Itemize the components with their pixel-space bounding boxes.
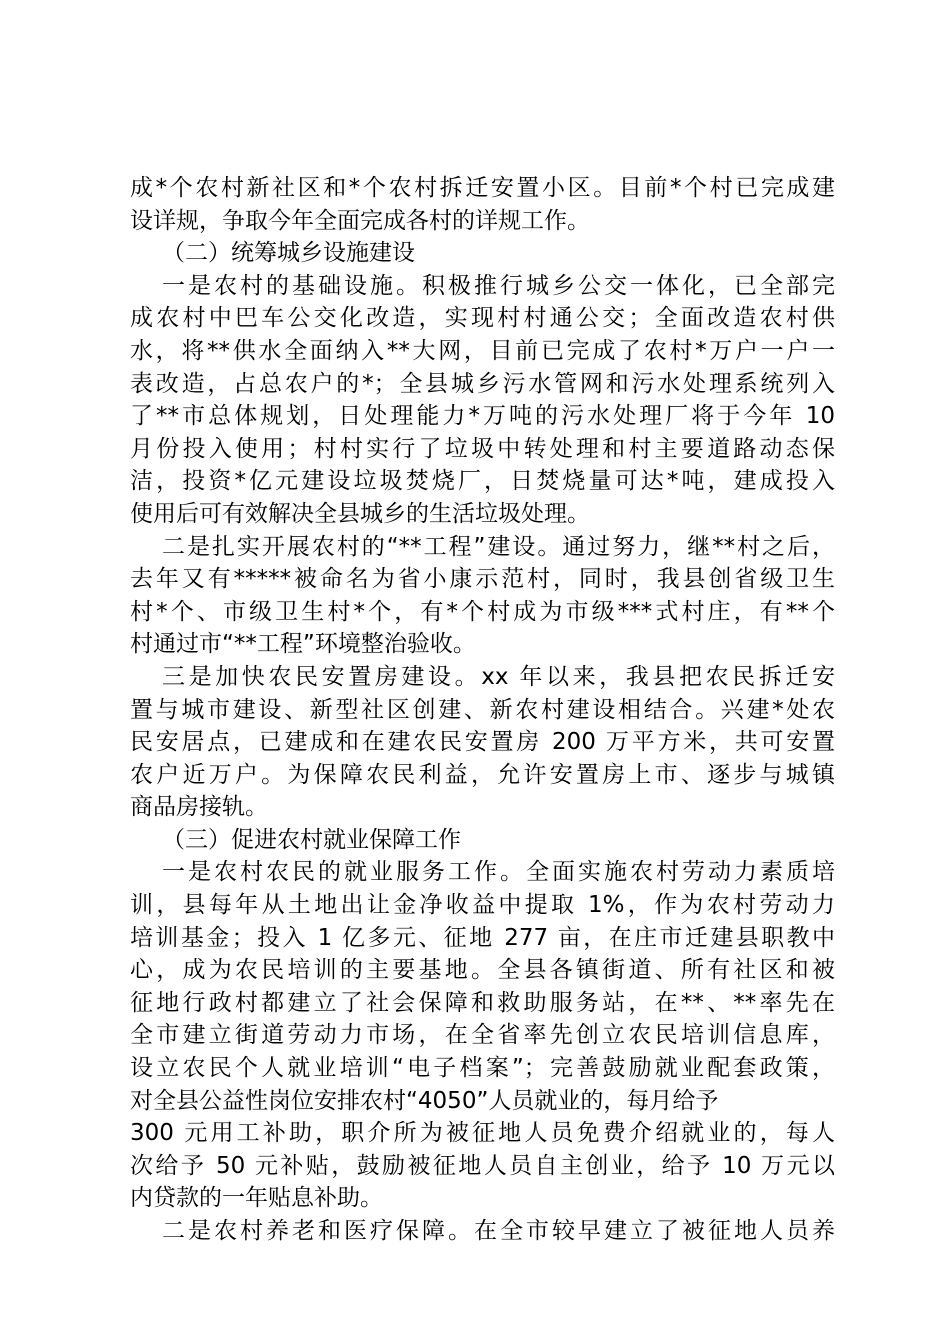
text-line: 300 元用工补助，职介所为被征地人员免费介绍就业的，每人 [130,1120,835,1147]
text-line: 村通过市“**工程”环境整治验收。 [130,631,476,658]
text-line: 内贷款的一年贴息补助。 [130,1185,383,1212]
text-line: 二是农村养老和医疗保障。在全市较早建立了被征地人员养 [162,1218,835,1244]
text-line: 月份投入使用；村村实行了垃圾中转处理和村主要道路动态保 [130,435,835,462]
text-line: 成农村中巴车公交化改造，实现村村通公交；全面改造农村供 [130,305,835,332]
text-line: 对全县公益性岗位安排农村“4050”人员就业的，每月给予 [130,1087,719,1114]
text-line: 水，将**供水全面纳入**大网，目前已完成了农村*万户一户一 [130,337,835,364]
text-line: 一是农村的基础设施。积极推行城乡公交一体化，已全部完 [162,272,835,299]
text-line: 商品房接轨。 [130,794,268,821]
text-line: 心，成为农民培训的主要基地。全县各镇街道、所有社区和被 [130,957,835,984]
text-line: 次给予 50 元补贴，鼓励被征地人员自主创业，给予 10 万元以 [130,1152,835,1179]
text-line: 三是加快农民安置房建设。xx 年以来，我县把农民拆迁安 [162,663,835,690]
text-line: 设详规，争取今年全面完成各村的详规工作。 [130,207,590,234]
text-line: 去年又有*****被命名为省小康示范村，同时，我县创省级卫生 [130,566,835,593]
text-line: 一是农村农民的就业服务工作。全面实施农村劳动力素质培 [162,859,835,886]
text-line: 了**市总体规划，日处理能力*万吨的污水处理厂将于今年 10 [130,403,835,430]
text-line: 村*个、市级卫生村*个，有*个村成为市级***式村庄，有**个 [130,598,835,625]
text-line: 设立农民个人就业培训“电子档案”；完善鼓励就业配套政策， [130,1055,835,1082]
text-line: （三）促进农村就业保障工作 [162,826,461,853]
text-line: 表改造，占总农户的*；全县城乡污水管网和污水处理系统列入 [130,370,835,397]
text-line: 二是扎实开展农村的“**工程”建设。通过努力，继**村之后， [162,533,835,560]
body-text [130,172,835,1248]
text-line: 成*个农村新社区和*个农村拆迁安置小区。目前*个村已完成建 [130,175,835,201]
text-line: （二）统筹城乡设施建设 [162,240,415,267]
text-line: 农户近万户。为保障农民利益，允许安置房上市、逐步与城镇 [130,761,835,788]
text-line: 训，县每年从土地出让金净收益中提取 1%，作为农村劳动力 [130,892,835,919]
text-line: 征地行政村都建立了社会保障和救助服务站，在**、**率先在 [130,989,835,1016]
text-line: 使用后可有效解决全县城乡的生活垃圾处理。 [130,500,590,527]
text-line: 全市建立街道劳动力市场，在全省率先创立农民培训信息库， [130,1022,835,1049]
text-line: 民安居点，已建成和在建农民安置房 200 万平方米，共可安置 [130,729,835,756]
text-line: 置与城市建设、新型社区创建、新农村建设相结合。兴建*处农 [130,696,835,723]
text-line: 洁，投资*亿元建设垃圾焚烧厂，日焚烧量可达*吨，建成投入 [130,468,835,495]
text-line: 培训基金；投入 1 亿多元、征地 277 亩，在庄市迁建县职教中 [130,924,835,951]
